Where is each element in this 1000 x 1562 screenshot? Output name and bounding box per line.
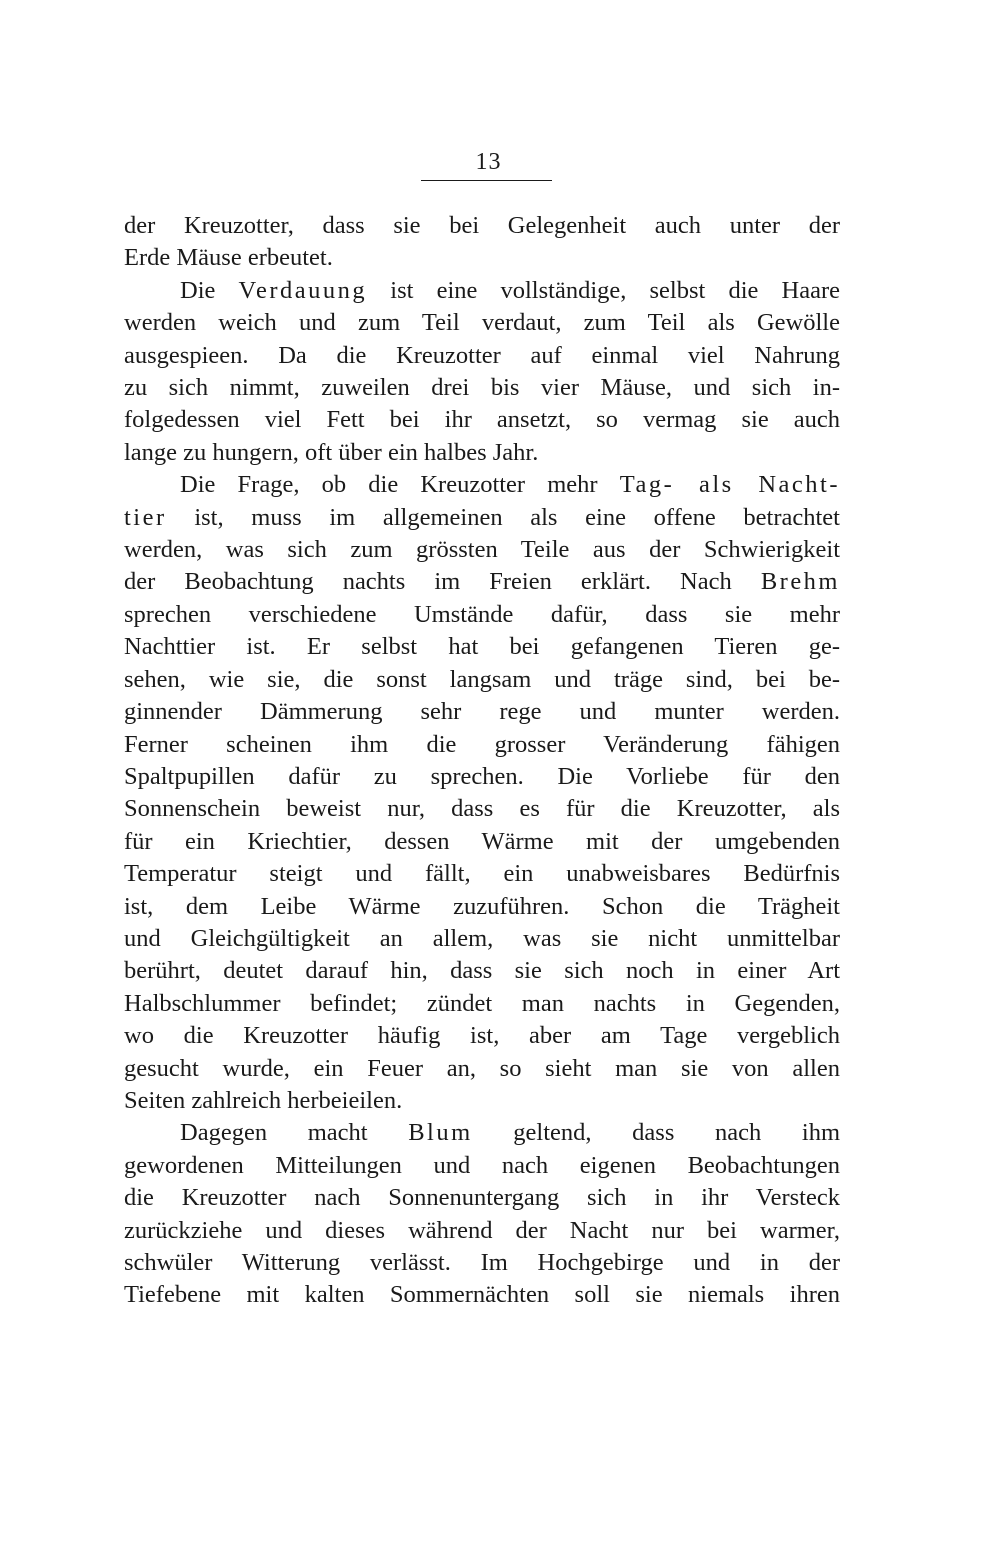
- text-line: Temperatur steigt und fällt, ein unabweisbares Bedürfnis: [124, 860, 840, 888]
- text-line: der Kreuzotter, dass sie bei Gelegenheit auch unter der: [124, 212, 840, 239]
- text-line: [124, 275, 840, 307]
- text-line: für ein Kriechtier, dessen Wärme mit der umgebenden: [124, 827, 840, 855]
- text-line: berührt, deutet darauf hin, dass sie sich noch in einer Art: [124, 957, 840, 985]
- text-line: Nachttier ist. Er selbst hat bei gefangenen Tieren ge-: [124, 633, 840, 661]
- text-line: [124, 1117, 840, 1149]
- text-line: Tiefebene mit kalten Sommernächten soll sie niemals ihren: [124, 1281, 840, 1309]
- text-line: ausgespieen. Da die Kreuzotter auf einmal viel Nahrung: [124, 341, 840, 369]
- text-line: Spaltpupillen dafür zu sprechen. Die Vorliebe für den: [124, 762, 840, 790]
- emphasized-term: Brehm: [760, 568, 840, 596]
- text-line: wo die Kreuzotter häufig ist, aber am Tage vergeblich: [124, 1022, 840, 1050]
- text-line: zurückziehe und dieses während der Nacht nur bei warmer,: [124, 1216, 840, 1244]
- text-line: Sonnenschein beweist nur, dass es für die Kreuzotter, als: [124, 795, 840, 823]
- text-line: ist, dem Leibe Wärme zuzuführen. Schon die Trägheit: [124, 892, 840, 920]
- text-segment: ist eine vollständige, selbst die Haare: [367, 276, 840, 304]
- text-line: lange zu hungern, oft über ein halbes Jahr.: [124, 438, 539, 466]
- text-line: [124, 469, 840, 501]
- emphasized-term: Blum: [408, 1119, 473, 1147]
- emphasized-term: Verdauung: [238, 276, 368, 304]
- text-segment: der Beobachtung nachts im Freien erklärt. Nach: [124, 568, 761, 596]
- emphasized-term: tier: [124, 503, 167, 531]
- text-line: werden, was sich zum grössten Teile aus der Schwierigkeit: [124, 536, 840, 564]
- text-line: sehen, wie sie, die sonst langsam und träge sind, bei be-: [124, 665, 840, 693]
- text-line: die Kreuzotter nach Sonnenuntergang sich in ihr Versteck: [124, 1184, 840, 1212]
- text-line: [124, 566, 840, 598]
- text-line: folgedessen viel Fett bei ihr ansetzt, so vermag sie auch: [124, 406, 840, 434]
- text-line: Ferner scheinen ihm die grosser Veränderung fähigen: [124, 730, 840, 758]
- header-rule: [421, 180, 552, 181]
- text-line: werden weich und zum Teil verdaut, zum Teil als Gewölle: [124, 309, 840, 337]
- text-segment: Die Frage, ob die Kreuzotter mehr: [180, 471, 620, 499]
- text-line: gewordenen Mitteilungen und nach eigenen Beobachtungen: [124, 1151, 840, 1179]
- page-number: 13: [475, 149, 502, 175]
- text-line: ginnender Dämmerung sehr rege und munter werden.: [124, 698, 840, 726]
- body-text: [124, 210, 840, 1312]
- text-line: schwüler Witterung verlässt. Im Hochgebirge und in der: [124, 1249, 840, 1276]
- text-segment: Dagegen macht: [180, 1119, 409, 1147]
- text-segment: ist, muss im allgemeinen als eine offene betrachtet: [166, 503, 840, 531]
- text-line: sprechen verschiedene Umstände dafür, dass sie mehr: [124, 600, 840, 628]
- text-line: [124, 502, 840, 534]
- text-segment: geltend, dass nach ihm: [472, 1119, 840, 1147]
- text-line: Erde Mäuse erbeutet.: [124, 244, 333, 272]
- text-segment: Die: [180, 276, 239, 304]
- text-line: gesucht wurde, ein Feuer an, so sieht man sie von allen: [124, 1054, 840, 1082]
- text-line: und Gleichgültigkeit an allem, was sie nicht unmittelbar: [124, 924, 840, 952]
- text-line: zu sich nimmt, zuweilen drei bis vier Mäuse, und sich in-: [124, 374, 840, 402]
- emphasized-term: Tag- als Nacht-: [619, 471, 840, 499]
- text-line: Halbschlummer befindet; zündet man nachts in Gegenden,: [124, 989, 840, 1017]
- text-line: Seiten zahlreich herbeieilen.: [124, 1086, 403, 1114]
